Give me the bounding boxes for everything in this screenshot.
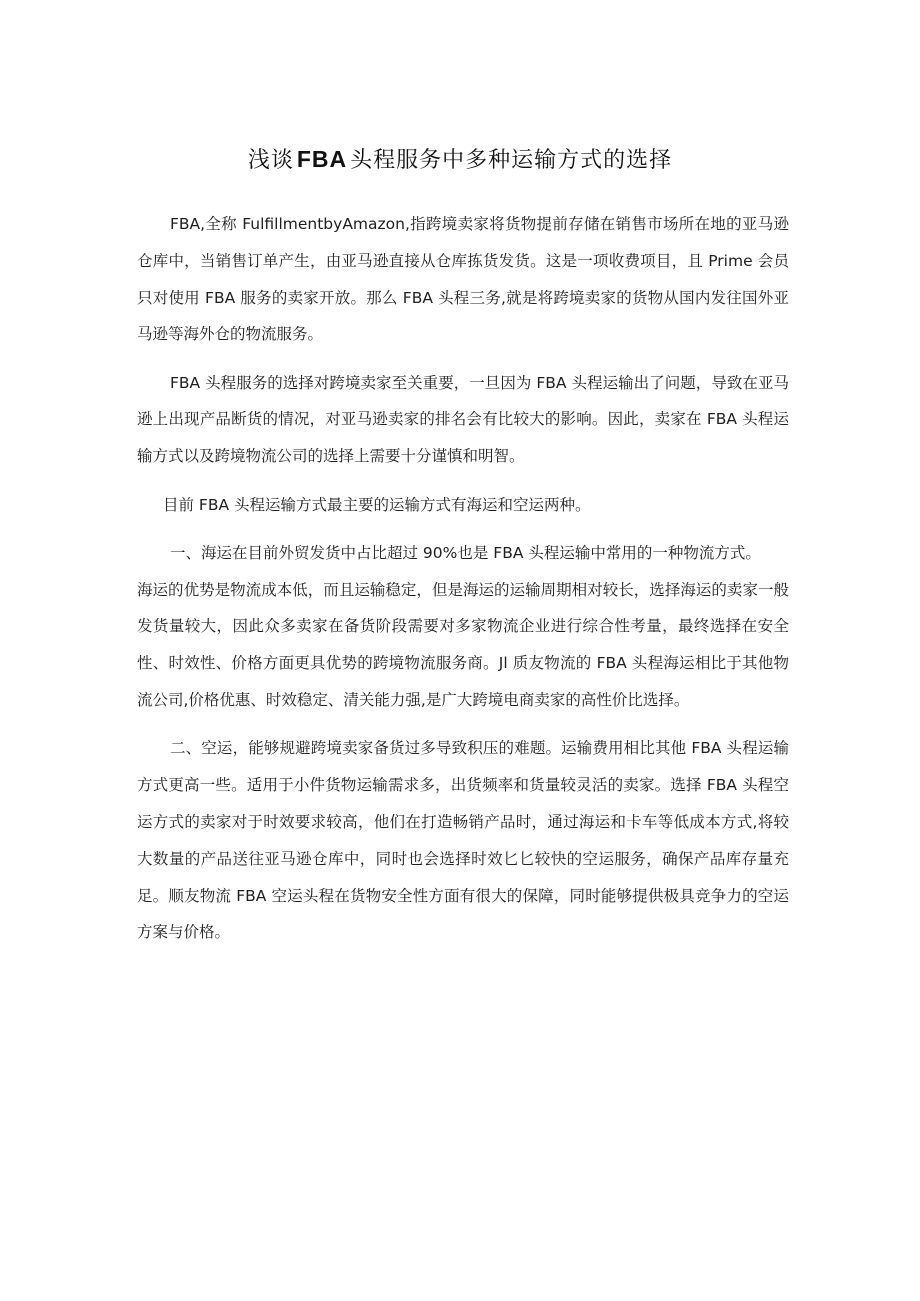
title-suffix: 头程服务中多种运输方式的选择 [350, 148, 673, 173]
paragraph-importance: FBA 头程服务的选择对跨境卖家至关重要，一旦因为 FBA 头程运输出了问题，导致在亚马逊上出现产品断货的情况，对亚马逊卖家的排名会有比较大的影响。因此，卖家在 FBA 头程运输方式以及跨境物流公司的选择上需要十分谨慎和明智。 [137, 373, 789, 466]
paragraph-sea-body: 海运的优势是物流成本低，而且运输稳定，但是海运的运输周期相对较长，选择海运的卖家一般发货量较大，因此众多卖家在备货阶段需要对多家物流企业进行综合性考量，最终选择在安全性、时效性、价格方面更具优势的跨境物流服务商。Jl 质友物流的 FBA 头程海运相比于其他物流公司,价格优惠、时效稳定、清关能力强,是广大跨境电商卖家的高性价比选择。 [137, 580, 789, 710]
paragraph-sea-heading: 一、海运在目前外贸发货中占比超过 90%也是 FBA 头程运输中常用的一种物流方式。 [170, 543, 761, 562]
paragraph-air: 二、空运，能够规避跨境卖家备货过多导致积压的难题。运输费用相比其他 FBA 头程运输方式更高一些。适用于小件货物运输需求多，出货频率和货量较灵活的卖家。选择 FBA 头程空运方式的卖家对于时效要求较高，他们在打造畅销产品时，通过海运和卡车等低成本方式,将较大数量的产品送往亚马逊仓库中，同时也会选择时效匕匕较快的空运服务，确保产品库存量充足。顺友物流 FBA 空运头程在货物安全性方面有很大的保障，同时能够提供极具竞争力的空运方案与价格。 [137, 739, 789, 942]
paragraph-intro: FBA,全称 FulfillmentbyAmazon,指跨境卖家将货物提前存储在销售市场所在地的亚马逊仓库中，当销售订单产生，由亚马逊直接从仓库拣货发货。这是一项收费项目，且 Prime 会员只对使用 FBA 服务的卖家开放。那么 FBA 头程三务,就是将跨境卖家的货物从国内发往国外亚马逊等海外仓的物流服务。 [137, 215, 789, 344]
page-title [0, 143, 920, 174]
paragraph-methods: 目前 FBA 头程运输方式最主要的运输方式有海运和空运两种。 [163, 495, 591, 514]
title-bold: FBA [296, 146, 348, 172]
title-prefix: 浅谈 [247, 148, 294, 173]
document-body [137, 206, 789, 963]
